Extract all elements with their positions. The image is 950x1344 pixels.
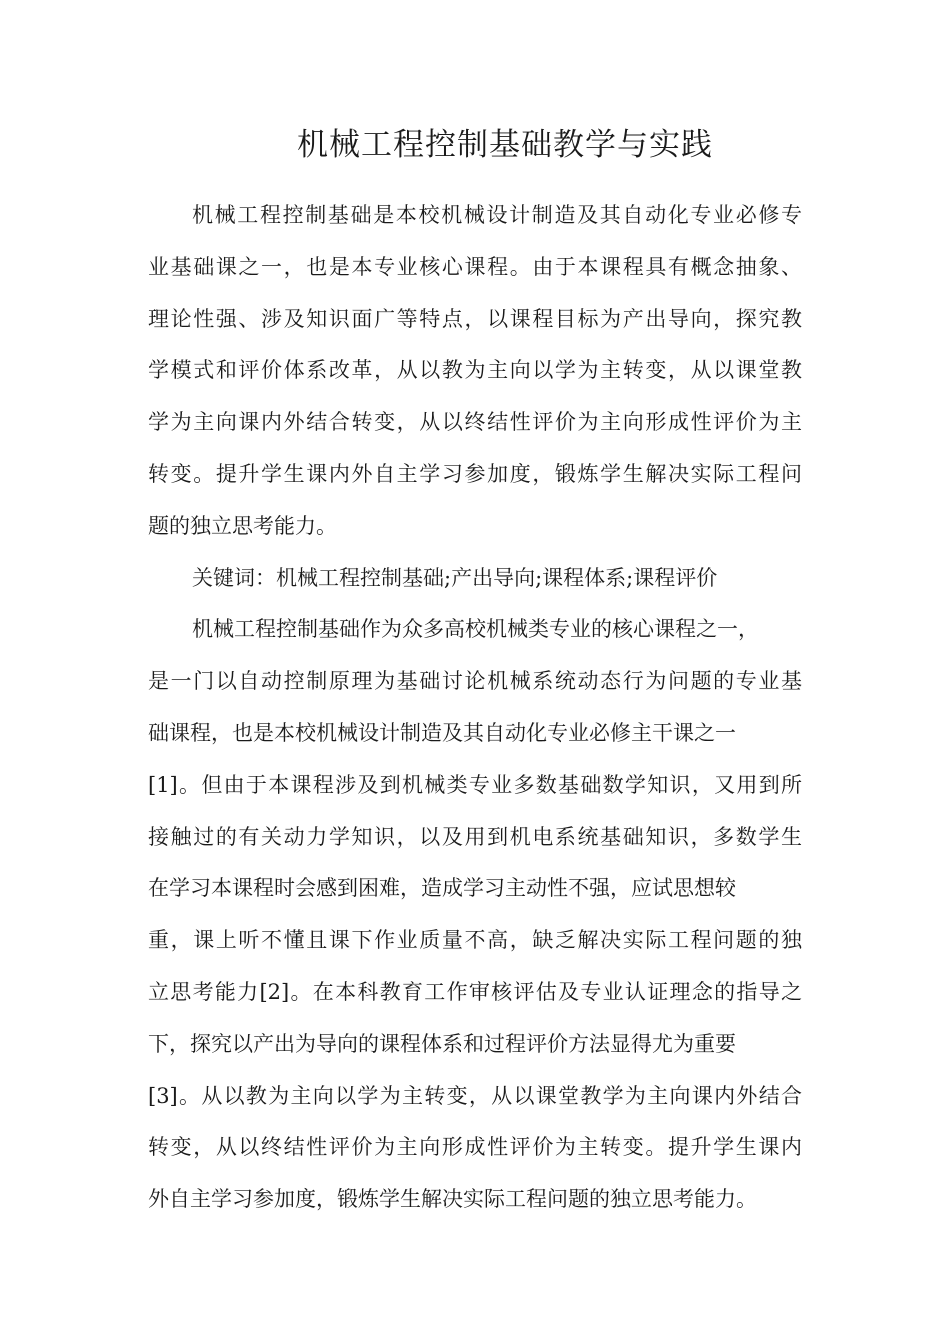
abstract-line: 转变。提升学生课内外自主学习参加度，锻炼学生解决实际工程问: [148, 461, 802, 486]
abstract-line: 题的独立思考能力。: [148, 513, 337, 538]
intro-line: 立思考能力[2]。在本科教育工作审核评估及专业认证理念的指导之: [148, 979, 802, 1004]
intro-line: 础课程，也是本校机械设计制造及其自动化专业必修主干课之一: [148, 720, 736, 745]
intro-line: [3]。从以教为主向以学为主转变，从以课堂教学为主向课内外结合: [148, 1083, 802, 1108]
intro-line: 接触过的有关动力学知识，以及用到机电系统基础知识，多数学生: [148, 824, 802, 849]
intro-line: 是一门以自动控制原理为基础讨论机械系统动态行为问题的专业基: [148, 669, 802, 694]
keywords-line: 关键词：机械工程控制基础;产出导向;课程体系;课程评价: [192, 565, 718, 590]
intro-line: 转变，从以终结性评价为主向形成性评价为主转变。提升学生课内: [148, 1135, 802, 1160]
abstract-line: 业基础课之一，也是本专业核心课程。由于本课程具有概念抽象、: [148, 254, 802, 279]
intro-line: 在学习本课程时会感到困难，造成学习主动性不强，应试思想较: [148, 876, 736, 901]
document-body: [148, 190, 802, 1226]
abstract-line: 机械工程控制基础是本校机械设计制造及其自动化专业必修专: [192, 203, 802, 227]
intro-line: 外自主学习参加度，锻炼学生解决实际工程问题的独立思考能力。: [148, 1187, 757, 1212]
abstract-line: 学为主向课内外结合转变，从以终结性评价为主向形成性评价为主: [148, 410, 802, 435]
intro-line: 下，探究以产出为导向的课程体系和过程评价方法显得尤为重要: [148, 1031, 736, 1056]
intro-line: 机械工程控制基础作为众多高校机械类专业的核心课程之一，: [192, 617, 759, 642]
intro-line: 重，课上听不懂且课下作业质量不高，缺乏解决实际工程问题的独: [148, 928, 802, 953]
abstract-line: 学模式和评价体系改革，从以教为主向以学为主转变，从以课堂教: [148, 358, 802, 383]
intro-line: [1]。但由于本课程涉及到机械类专业多数基础数学知识，又用到所: [148, 772, 802, 797]
document-title: 机械工程控制基础教学与实践: [297, 127, 713, 163]
abstract-line: 理论性强、涉及知识面广等特点，以课程目标为产出导向，探究教: [148, 306, 802, 331]
